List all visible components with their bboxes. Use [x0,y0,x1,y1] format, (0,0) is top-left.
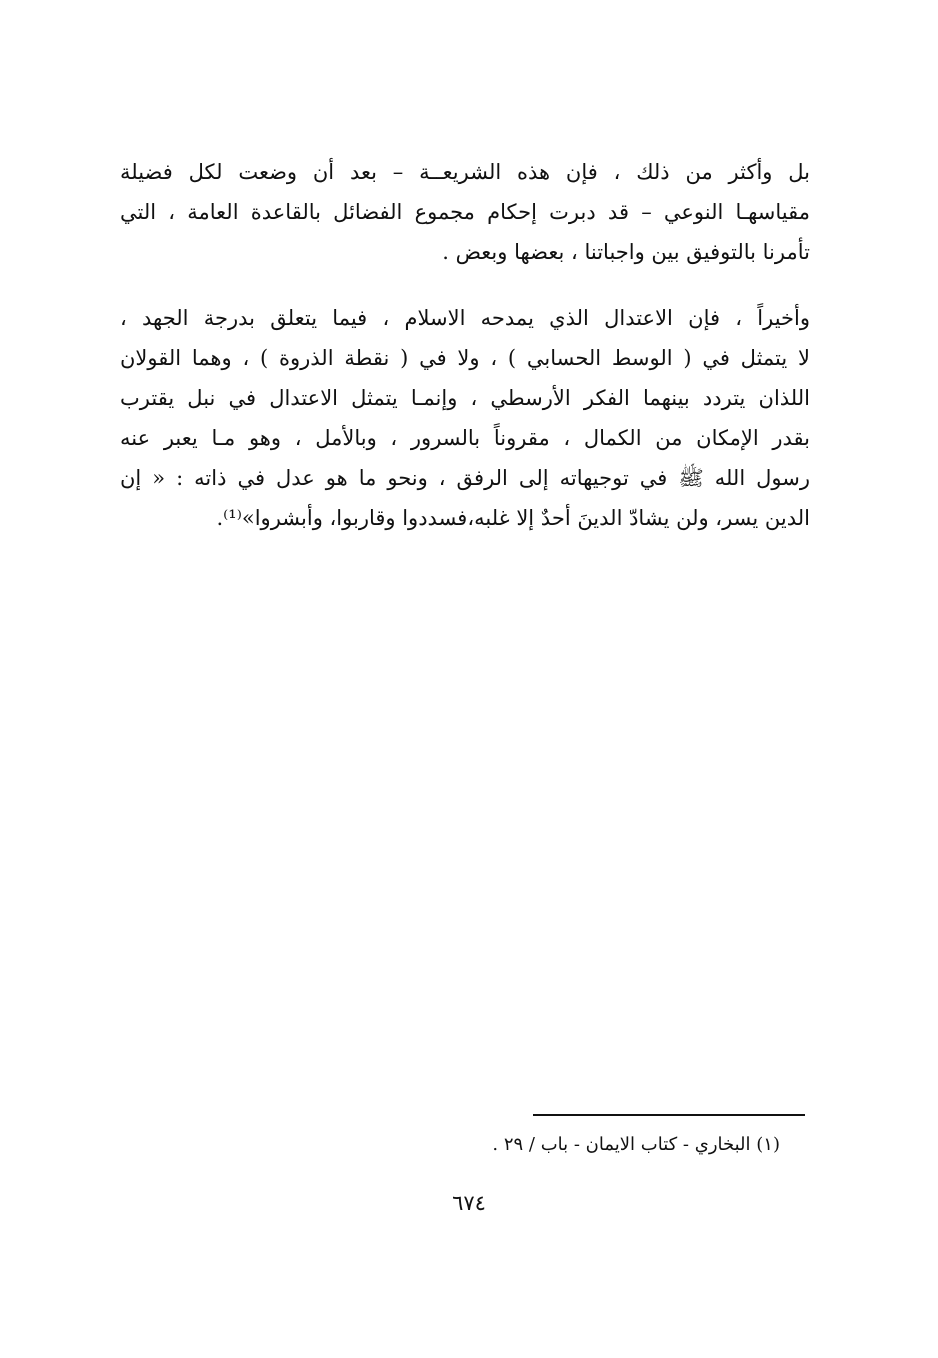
paragraph-line: بل وأكثر من ذلك ، فإن هذه الشريعــة – بعد أن وضعت لكل فضيلة [120,160,810,184]
paragraph-line: رسول الله ﷺ في توجيهاته إلى الرفق ، ونحو ما هو عدل في ذاته : « إن [120,466,810,490]
paragraph-line: اللذان يتردد بينهما الفكر الأرسطي ، وإنمـا يتمثل الاعتدال في نبل يقترب [120,386,810,410]
paragraph-line: وأخيراً ، فإن الاعتدال الذي يمدحه الاسلام ، فيما يتعلق بدرجة الجهد ، [120,306,810,330]
page-number: ٦٧٤ [452,1191,486,1215]
paragraph-line: تأمرنا بالتوفيق بين واجباتنا ، بعضها وبعض . [442,240,810,264]
paragraph-1 [120,152,810,272]
footnote: (١) البخاري - كتاب الايمان - باب / ٢٩ . [492,1134,780,1155]
footnote-divider [533,1114,805,1116]
paragraph-line: الدين يسر، ولن يشادّ الدينَ أحدٌ إلا غلبه،فسددوا وقاربوا، وأبشروا»⁽¹⁾. [216,506,810,530]
paragraph-2 [120,298,810,538]
paragraph-line: مقياسهـا النوعي – قد دبرت إحكام مجموع الفضائل بالقاعدة العامة ، التي [120,200,810,224]
paragraph-line: لا يتمثل في ( الوسط الحسابي ) ، ولا في ( نقطة الذروة ) ، وهما القولان [120,346,810,370]
paragraph-line: بقدر الإمكان من الكمال ، مقروناً بالسرور ، وبالأمل ، وهو مـا يعبر عنه [120,426,810,450]
